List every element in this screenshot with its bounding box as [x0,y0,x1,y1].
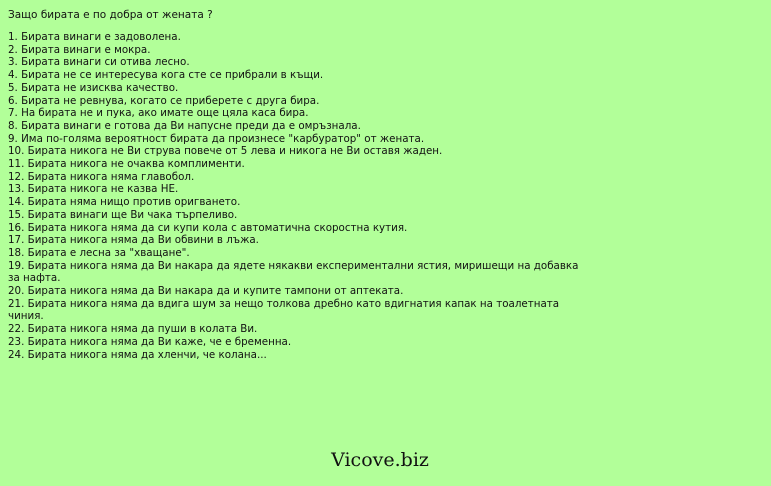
list-item: 19. Бирата никога няма да Ви накара да ядете някакви експериментални ястия, миришещи на добавка за нафта. [8,259,579,285]
list-item: 12. Бирата никога няма главобол. [8,170,195,183]
list-item: 22. Бирата никога няма да пуши в колата Ви. [8,323,258,336]
list-item: 8. Бирата винаги е готова да Ви напусне преди да е омръзнала. [8,119,361,132]
list-item: 5. Бирата не изисква качество. [8,81,179,94]
list-item: 23. Бирата никога няма да Ви каже, че е бременна. [8,335,292,348]
list-item: 7. На бирата не и пука, ако имате още цяла каса бира. [8,107,309,120]
list-item: 15. Бирата винаги ще Ви чака търпеливо. [8,208,238,221]
list-item: 24. Бирата никога няма да хленчи, че колана... [8,348,267,361]
list-item: 17. Бирата никога няма да Ви обвини в лъжа. [8,234,259,247]
list-item: 2. Бирата винаги е мокра. [8,43,151,56]
list-item: 6. Бирата не ревнува, когато се приберете с друга бира. [8,94,320,107]
list-item: 9. Има по-голяма вероятност бирата да произнесе "карбуратор" от жената. [8,132,425,145]
site-name-footer: Vicove.biz [331,449,429,471]
list-item: 14. Бирата няма нищо против оригването. [8,196,241,209]
list-item: 13. Бирата никога не казва НЕ. [8,183,179,196]
list-item: 21. Бирата никога няма да вдига шум за нещо толкова дребно като вдигнатия капак на тоалетната чиния. [8,297,560,323]
list-item: 10. Бирата никога не Ви струва повече от 5 лева и никога не Ви оставя жаден. [8,145,443,158]
list-item: 16. Бирата никога няма да си купи кола с автоматична скоростна кутия. [8,221,408,234]
list-item: 20. Бирата никога няма да Ви накара да и купите тампони от аптеката. [8,285,404,298]
list-item: 1. Бирата винаги е задоволена. [8,31,181,43]
list-item: 3. Бирата винаги си отива лесно. [8,56,190,69]
page-title: Защо бирата е по добра от жената ? [8,9,213,21]
joke-list [8,31,583,361]
list-item: 18. Бирата е лесна за "хващане". [8,246,190,259]
list-item: 4. Бирата не се интересува кога сте се прибрали в къщи. [8,69,324,82]
list-item: 11. Бирата никога не очаква комплименти. [8,158,245,171]
